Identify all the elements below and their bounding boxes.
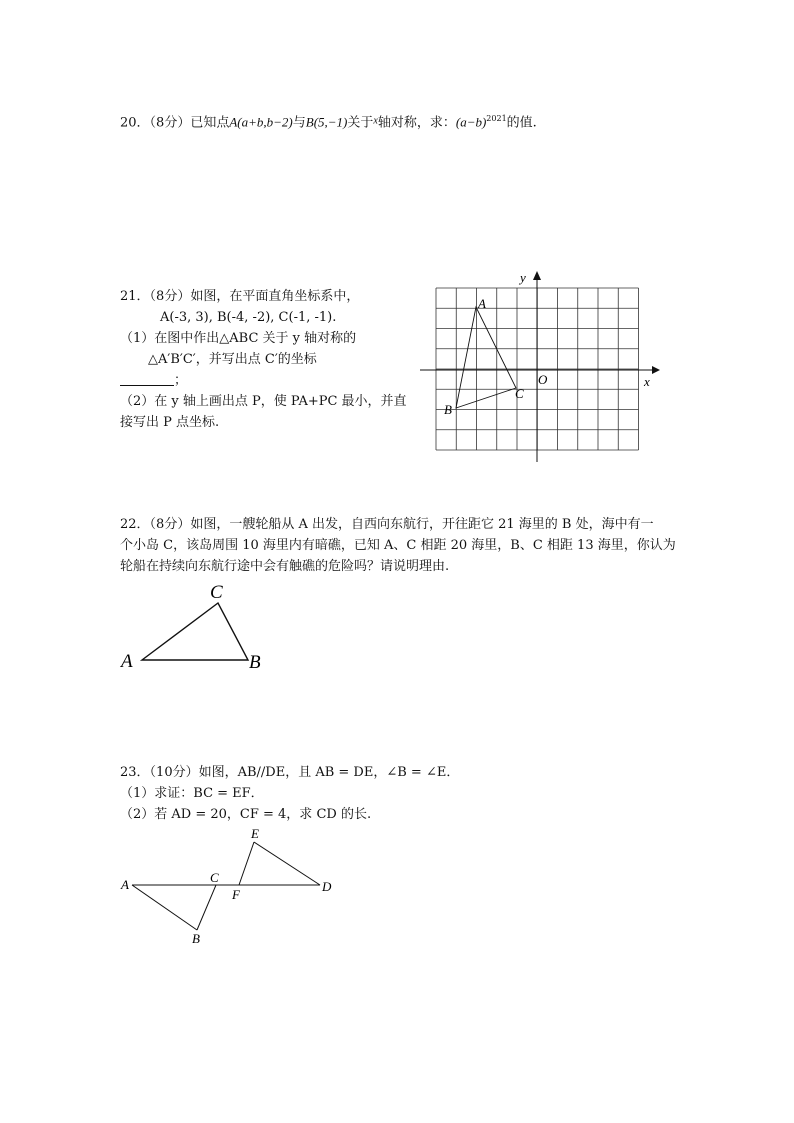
triangle-abc-island — [142, 603, 248, 660]
label-x: x — [644, 374, 650, 389]
q22-line2: 个小岛 C，该岛周围 10 海里内有暗礁，已知 A、C 相距 20 海里，B、C 相距 13 海里，你认为 — [120, 538, 676, 553]
q21-part1: （1）在图中作出△ABC 关于 y 轴对称的 — [120, 331, 357, 346]
label-origin: O — [538, 372, 548, 387]
label-a: A — [121, 651, 133, 672]
q20-point-b: B(5,−1) — [305, 114, 348, 130]
label-f: F — [232, 887, 240, 902]
q20-label: 20．（8分）已知点 — [120, 115, 230, 131]
question-22 — [120, 514, 676, 577]
q23-line3: （2）若 AD = 20，CF = 4，求 CD 的长. — [120, 807, 372, 822]
segment-ed — [254, 842, 320, 885]
q22-triangle-figure — [112, 576, 282, 676]
q23-figure — [112, 822, 342, 952]
label-a: A — [478, 296, 486, 311]
y-axis-arrow-icon — [533, 271, 541, 280]
q20-mid3: 轴对称，求： — [377, 115, 456, 131]
q22-line1: 22．（8分）如图，一艘轮船从 A 出发，自西向东航行，开往距它 21 海里的 B 处，海中有一 — [120, 517, 654, 532]
label-a: A — [121, 877, 129, 892]
segment-ab — [132, 885, 197, 930]
label-d: D — [322, 879, 332, 894]
q21-semicolon: ； — [174, 373, 188, 388]
label-c: C — [210, 582, 223, 603]
q21-part2-cont: 接写出 P 点坐标. — [120, 415, 220, 430]
segment-bc — [197, 885, 216, 930]
label-c: C — [515, 386, 524, 401]
q21-coordinate-grid — [412, 264, 662, 464]
q20-mid2: 关于 — [347, 115, 374, 131]
label-e: E — [251, 826, 259, 841]
label-b: B — [192, 931, 200, 946]
label-b: B — [444, 402, 452, 417]
answer-blank-line[interactable] — [120, 371, 174, 386]
triangle-abc — [456, 307, 516, 408]
q21-part2: （2）在 y 轴上画出点 P，使 PA+PC 最小，并直 — [120, 394, 407, 409]
q23-line1: 23．（10分）如图，AB//DE，且 AB = DE，∠B = ∠E． — [120, 765, 460, 780]
q20-axis: x — [373, 115, 378, 127]
q20-point-a: A(a+b,b−2) — [229, 114, 293, 130]
segment-fe — [239, 842, 254, 885]
question-21 — [120, 286, 420, 433]
question-23 — [120, 762, 459, 825]
x-axis-arrow-icon — [652, 366, 660, 374]
q23-line2: （1）求证：BC = EF． — [120, 786, 264, 801]
q20-exponent: 2021 — [486, 114, 507, 123]
q21-line1: 21．（8分）如图，在平面直角坐标系中， — [120, 289, 360, 304]
q20-mid: 与 — [292, 115, 306, 131]
q21-coords: A(-3, 3), B(-4, -2), C(-1, -1). — [160, 310, 337, 325]
q22-line3: 轮船在持续向东航行途中会有触礁的危险吗？请说明理由. — [120, 559, 450, 574]
question-20 — [120, 108, 537, 133]
label-c: C — [210, 870, 219, 885]
q20-tail: 的值. — [506, 115, 537, 131]
label-b: B — [249, 652, 261, 673]
q21-answer-blank — [120, 370, 420, 391]
q20-expr: (a−b) — [455, 114, 487, 130]
label-y: y — [520, 270, 526, 285]
q21-part1-cont: △A′B′C′，并写出点 C′的坐标 — [148, 352, 317, 367]
